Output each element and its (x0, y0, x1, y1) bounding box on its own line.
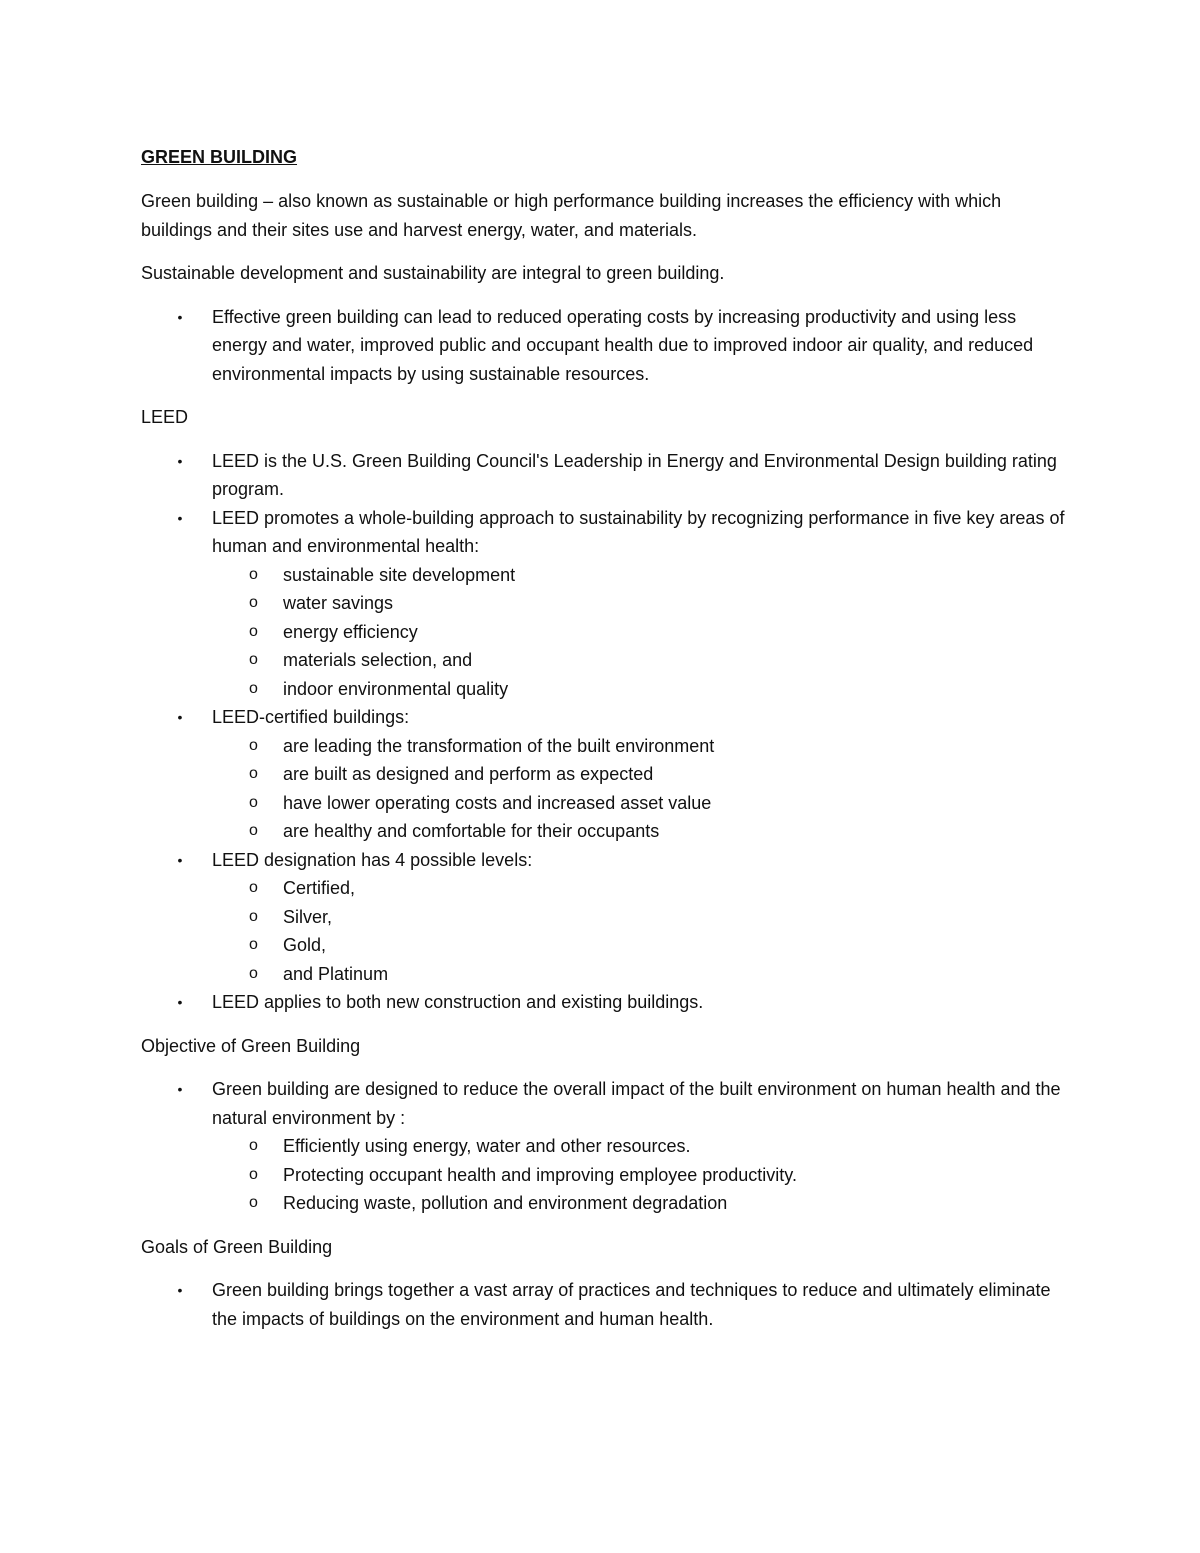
sub-list-item-text: are leading the transformation of the built environment (283, 735, 715, 756)
document-title: GREEN BUILDING (141, 147, 298, 167)
sub-list-item (212, 1132, 1066, 1161)
intro-bullet-list (141, 303, 1066, 389)
leed-bullet-list (141, 447, 1066, 1017)
list-item-text: Effective green building can lead to reduced operating costs by increasing productivity and using less energy and water, improved public and occupant health due to improved indoor air quality, and reduced environmental impacts by using sustainable resources. (212, 306, 1034, 384)
sub-list-item-text: materials selection, and (283, 650, 473, 670)
sub-list-item-text: Protecting occupant health and improving employee productivity. (283, 1164, 797, 1185)
list-item (141, 303, 1066, 389)
sub-list-item (212, 1189, 1066, 1218)
sub-bullet-icon: o (249, 565, 258, 583)
sub-list-item-text: Gold, (283, 935, 327, 955)
sub-list-item (212, 931, 1066, 960)
sub-list-item (212, 646, 1066, 675)
list-item-text: LEED designation has 4 possible levels: (212, 849, 533, 870)
sub-list-item-text: Reducing waste, pollution and environment degradation (283, 1193, 728, 1213)
sub-list (212, 561, 1066, 704)
bullet-icon: • (177, 308, 183, 325)
list-item-text: LEED-certified buildings: (212, 707, 410, 727)
goals-bullet-list (141, 1276, 1066, 1333)
sub-list-item (212, 1161, 1066, 1190)
sub-list (212, 874, 1066, 988)
sub-list (212, 732, 1066, 846)
sub-list-item-text: Silver, (283, 906, 333, 927)
sub-bullet-icon: o (249, 964, 258, 982)
sub-bullet-icon: o (249, 622, 258, 640)
sub-bullet-icon: o (249, 1165, 258, 1183)
sub-list-item (212, 732, 1066, 761)
sub-bullet-icon: o (249, 936, 258, 953)
sub-bullet-icon: o (249, 594, 258, 611)
bullet-icon: • (177, 1282, 183, 1298)
bullet-icon: • (177, 851, 183, 868)
section-heading-leed: LEED (141, 407, 189, 427)
sub-list-item-text: energy efficiency (283, 621, 418, 642)
sub-bullet-icon: o (249, 793, 258, 811)
list-item-text: Green building brings together a vast array of practices and techniques to reduce and ultimately eliminate the impacts of buildings on the environment and human health. (212, 1280, 1051, 1329)
sub-bullet-icon: o (249, 651, 258, 668)
document-body (141, 145, 1066, 1348)
objective-bullet-list (141, 1075, 1066, 1218)
sub-list-item-text: sustainable site development (283, 564, 516, 585)
sub-list-item (212, 618, 1066, 647)
sub-list-item (212, 903, 1066, 932)
list-item (141, 846, 1066, 989)
list-item-text: LEED applies to both new construction and existing buildings. (212, 992, 704, 1012)
list-item (141, 988, 1066, 1017)
list-item (141, 447, 1066, 504)
sub-bullet-icon: o (249, 736, 258, 754)
sub-list-item-text: Certified, (283, 878, 356, 898)
sub-bullet-icon: o (249, 822, 258, 839)
sub-list-item-text: are built as designed and perform as expected (283, 764, 654, 784)
sub-list-item-text: Efficiently using energy, water and other resources. (283, 1136, 691, 1156)
list-item-text: Green building are designed to reduce the overall impact of the built environment on human health and the natural environment by : (212, 1079, 1061, 1128)
sub-list-item (212, 817, 1066, 846)
list-item-text: LEED promotes a whole-building approach to sustainability by recognizing performance in five key areas of human and environmental health: (212, 507, 1065, 556)
sub-bullet-icon: o (249, 879, 258, 896)
sub-bullet-icon: o (249, 907, 258, 925)
bullet-icon: • (177, 509, 183, 526)
sub-list-item-text: are healthy and comfortable for their occupants (283, 821, 660, 841)
sub-list-item (212, 960, 1066, 989)
list-item (141, 1075, 1066, 1218)
bullet-icon: • (177, 994, 183, 1010)
list-item (141, 703, 1066, 846)
sub-list-item-text: and Platinum (283, 963, 389, 984)
sub-list-item-text: indoor environmental quality (283, 678, 509, 699)
intro-paragraph: Green building – also known as sustainable or high performance building increases the efficiency with which buildings and their sites use and harvest energy, water, and materials. (141, 191, 1002, 240)
section-heading-goals: Goals of Green Building (141, 1236, 333, 1257)
bullet-icon: • (177, 452, 183, 469)
sub-list-item (212, 874, 1066, 903)
sub-bullet-icon: o (249, 765, 258, 782)
list-item (141, 1276, 1066, 1333)
sub-list-item (212, 789, 1066, 818)
sub-bullet-icon: o (249, 679, 258, 697)
sub-bullet-icon: o (249, 1137, 258, 1154)
sub-list (212, 1132, 1066, 1218)
intro-paragraph: Sustainable development and sustainability are integral to green building. (141, 263, 725, 283)
sub-list-item-text: have lower operating costs and increased asset value (283, 792, 712, 813)
sub-bullet-icon: o (249, 1194, 258, 1211)
sub-list-item-text: water savings (283, 593, 394, 613)
section-heading-objective: Objective of Green Building (141, 1035, 361, 1056)
sub-list-item (212, 561, 1066, 590)
sub-list-item (212, 589, 1066, 618)
sub-list-item (212, 675, 1066, 704)
sub-list-item (212, 760, 1066, 789)
bullet-icon: • (177, 1081, 183, 1097)
list-item-text: LEED is the U.S. Green Building Council's Leadership in Energy and Environmental Design building rating program. (212, 450, 1057, 499)
bullet-icon: • (177, 709, 183, 725)
list-item (141, 504, 1066, 704)
